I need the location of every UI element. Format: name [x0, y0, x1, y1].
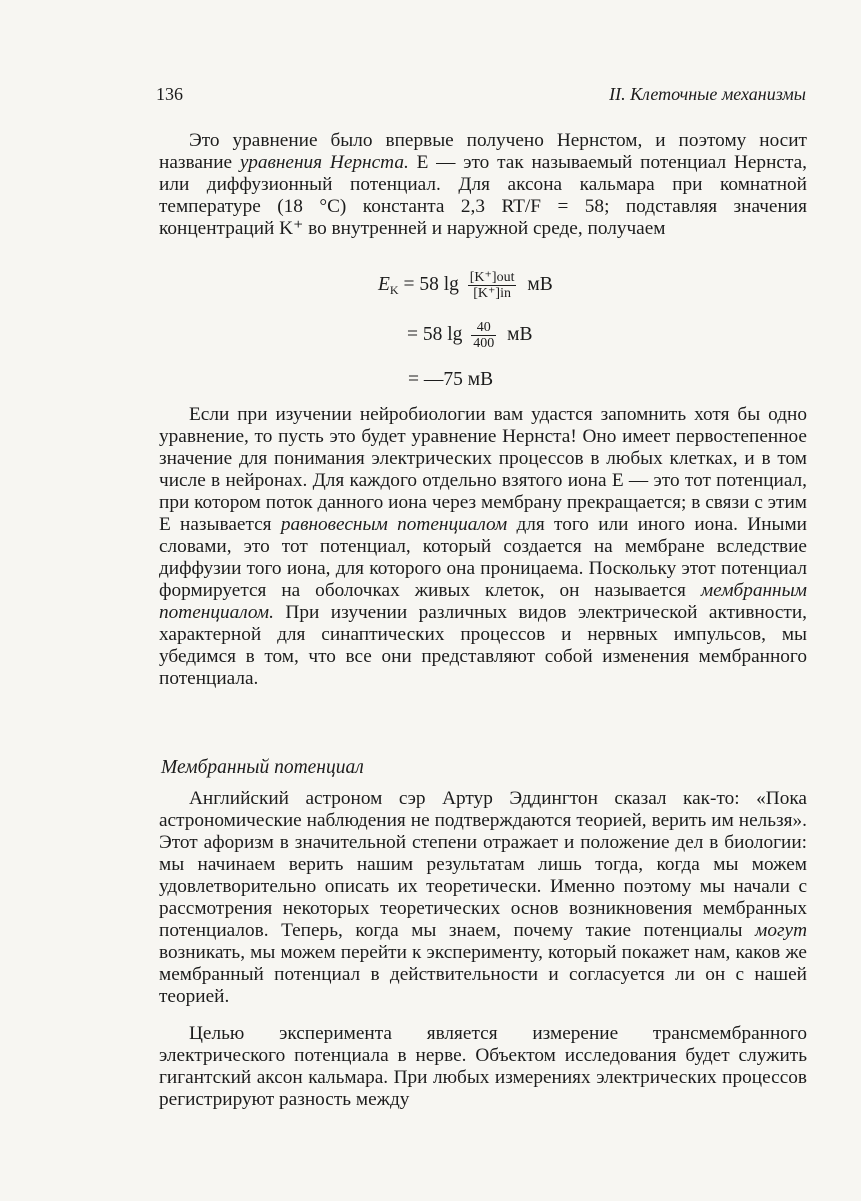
equation-line-3: = —75 мВ [408, 369, 494, 390]
paragraph-nernst-intro: Это уравнение было впервые получено Нернстом, и поэтому носит название уравнения Нернста. E — это так называемый потенциал Нернста, или диффузионный потенциал. Для аксона кальмара при комнатной температуре (18 °C) константа 2,3 RT/F = 58; подставляя значения концентраций K⁺ во внутренней и наружной среде, получаем [159, 130, 807, 239]
emphasis-membrane-potential: мембранным потенциалом. [159, 580, 807, 623]
fraction-2-denominator: 400 [473, 336, 495, 351]
paragraph-nernst-importance: Если при изучении нейробиологии вам удастся запомнить хотя бы одно уравнение, то пусть это будет уравнение Нернста! Оно имеет первостепенное значение для понимания электрических процессов в любых клетках, и в том числе в нейронах. Для каждого отдельно взятого иона E — это тот потенциал, при котором поток данного иона через мембрану прекращается; в связи с этим E называется равновесным потенциалом для того или иного иона. Иными словами, это тот потенциал, который создается на мембране вследствие диффузии того иона, для которого она проницаема. Поскольку этот потенциал формируется на оболочках живых клеток, он называется мембранным потенциалом. При изучении различных видов электрической активности, характерной для синаптических процессов и нервных импульсов, мы убедимся в том, что все они представляют собой изменения мембранного потенциала. [159, 404, 807, 689]
equation-line2-prefix: = 58 lg [407, 323, 463, 345]
emphasis-nernst-equation: уравнения Нернста. [239, 152, 409, 173]
equation-unit-2: мВ [507, 323, 533, 345]
fraction-1-numerator: [K⁺]out [469, 270, 515, 285]
equation-line-2 [407, 320, 533, 351]
emphasis-can: могут [755, 920, 807, 941]
paragraph-experiment: Целью эксперимента является измерение трансмембранного электрического потенциала в нерве. Объектом исследования будет служить гигантский аксон кальмара. При любых измерениях электрических процессов регистрируют разность между [159, 1023, 807, 1110]
fraction-1-denominator: [K⁺]in [473, 286, 511, 301]
equation-fraction-1 [468, 270, 517, 301]
equation-fraction-2 [471, 320, 496, 351]
emphasis-equilibrium-potential: равновесным потенциалом [280, 514, 508, 535]
equation-unit-1: мВ [527, 273, 553, 295]
page-header [156, 84, 806, 108]
equation-line-1 [378, 270, 553, 301]
section-title: Мембранный потенциал [161, 757, 364, 778]
equation-line1-prefix: = 58 lg [403, 273, 459, 295]
running-head: II. Клеточные механизмы [609, 84, 806, 104]
fraction-2-numerator: 40 [471, 320, 496, 336]
page-number: 136 [156, 84, 183, 104]
paragraph-eddington: Английский астроном сэр Артур Эддингтон сказал как-то: «Пока астрономические наблюдения не подтверждаются теорией, верить им нельзя». Этот афоризм в значительной степени отражает и положение дел в биологии: мы начинаем верить нашим результатам лишь тогда, когда мы можем удовлетворительно описать их теоретически. Именно поэтому мы начали с рассмотрения некоторых теоретических основ возникновения мембранных потенциалов. Теперь, когда мы знаем, почему такие потенциалы могут возникать, мы можем перейти к эксперименту, который покажет нам, каков же мембранный потенциал в действительности и согласуется ли он с нашей теорией. [159, 788, 807, 1007]
equation-lhs: E [378, 273, 390, 295]
equation-lhs-subscript: K [389, 282, 399, 297]
